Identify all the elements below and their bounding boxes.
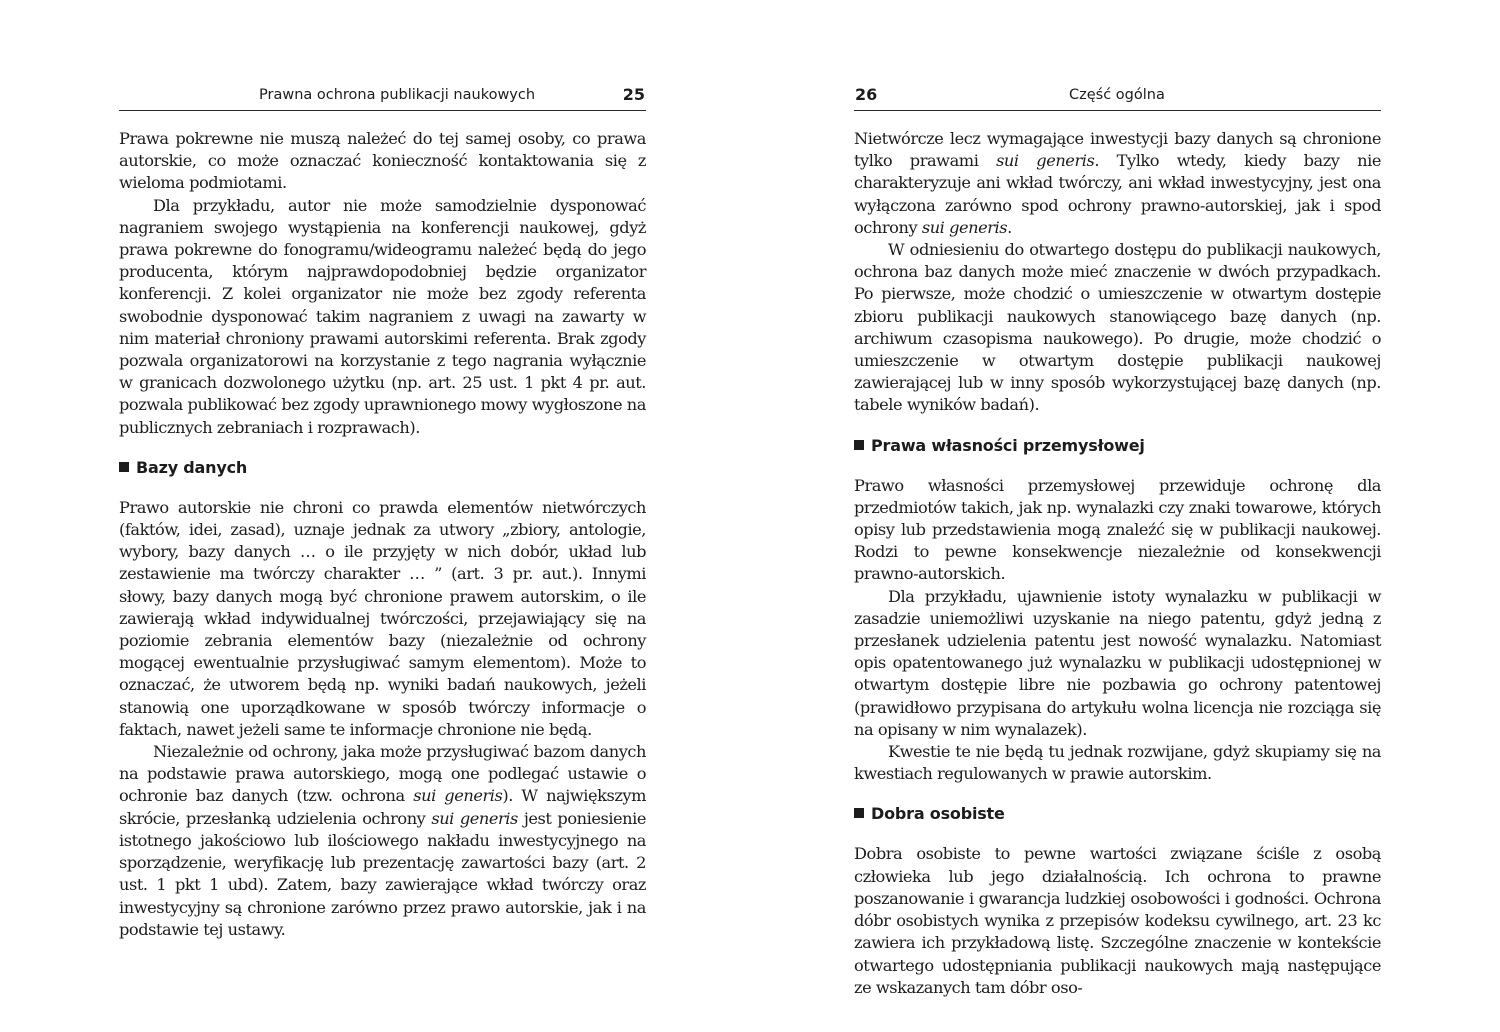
running-title: Prawna ochrona publikacji naukowych: [259, 87, 536, 103]
italic-term: sui generis: [413, 786, 503, 806]
page-number: 26: [855, 85, 878, 104]
section-heading-label: Prawa własności przemysłowej: [871, 435, 1145, 455]
paragraph: [119, 741, 646, 941]
section-heading-label: Dobra osobiste: [871, 804, 1005, 824]
page-body: [119, 128, 646, 941]
paragraph: [854, 128, 1381, 239]
running-title: Część ogólna: [1069, 87, 1165, 103]
paragraph: Prawo własności przemysłowej przewiduje ochronę dla przedmiotów takich, jak np. wynalazki czy znaki towarowe, których opisy lub przedstawienia mogą znaleźć się w publikacji naukowej. Rodzi to pewne konsekwencje niezależnie od konsekwencji prawno-autorskich.: [854, 475, 1381, 584]
text-run: .: [1007, 217, 1012, 237]
page-number: 25: [622, 85, 645, 104]
page-body: [854, 128, 1381, 999]
text-run: Nietwórcze lecz wymagające inwestycji bazy danych są chronione tylko prawami: [854, 129, 1381, 171]
paragraph: Dla przykładu, ujawnienie istoty wynalazku w publikacji w zasadzie uniemożliwi uzyskanie na niego patentu, gdyż jedną z przesłanek udzielenia patentu jest nowość wynalazku. Natomiast opis opatentowanego już wynalazku w publikacji udostępnionej w otwartym dostępie libre nie pozbawia go ochrony patentowej (prawidłowo przypisana do artykułu wolna licencja nie rozciąga się na opisany w nim wynalazek).: [854, 586, 1381, 739]
paragraph: Kwestie te nie będą tu jednak rozwijane, gdyż skupiamy się na kwestiach regulowanych w prawie autorskim.: [854, 742, 1381, 784]
paragraph: Prawa pokrewne nie muszą należeć do tej samej osoby, co prawa autorskie, co może oznaczać konieczność kontaktowania się z wieloma podmiotami.: [119, 129, 646, 193]
square-bullet-icon: [854, 440, 864, 450]
running-head: [119, 84, 646, 111]
italic-term: sui generis: [996, 151, 1095, 171]
section-heading: [854, 803, 1381, 825]
paragraph: Dla przykładu, autor nie może samodzielnie dysponować nagraniem swojego wystąpienia na konferencji naukowej, gdyż prawa pokrewne do fonogramu/wideogramu należeć będą do jego producenta, którym najprawdopodobniej będzie organizator konferencji. Z kolei organizator nie może bez zgody referenta swobodnie dysponować takim nagraniem z uwagi na zawarty w nim materiał chroniony prawami autorskimi referenta. Brak zgody pozwala organizatorowi na korzystanie z tego nagrania wyłącznie w granicach dozwolonego użytku (np. art. 25 ust. 1 pkt 4 pr. aut. pozwala publikować bez zgody uprawnionego mowy wygłoszone na publicznych zebraniach i rozprawach).: [119, 195, 646, 437]
square-bullet-icon: [119, 462, 129, 472]
square-bullet-icon: [854, 808, 864, 818]
text-run: . Tylko wtedy, kiedy bazy nie charakteryzuje ani wkład twórczy, ani wkład inwestycyjny, jest ona wyłączona zarówno spod ochrony prawno-autorskiej, jak i spod ochrony: [854, 151, 1381, 237]
text-run: jest poniesienie istotnego jakościowo lub ilościowego nakładu inwestycyjnego na sporządzenie, weryfikację lub prezentację zawartości bazy (art. 2 ust. 1 pkt 1 ubd). Zatem, bazy zawierające wkład twórczy oraz inwestycyjny są chronione zarówno przez prawo autorskie, jak i na podstawie tej ustawy.: [119, 808, 647, 939]
text-run: ). W największym skrócie, przesłanką udzielenia ochrony: [119, 786, 646, 828]
text-run: Niezależnie od ochrony, jaka może przysługiwać bazom danych na podstawie prawa autorskiego, mogą one podlegać ustawie o ochronie baz danych (tzw. ochrona: [119, 742, 646, 806]
paragraph: W odniesieniu do otwartego dostępu do publikacji naukowych, ochrona baz danych może mieć znaczenie w dwóch przypadkach. Po pierwsze, może chodzić o umieszczenie w otwartym dostępie zbioru publikacji naukowych stanowiącego bazę danych (np. archiwum czasopisma naukowego). Po drugie, może chodzić o umieszczenie w otwartym dostępie publikacji naukowej zawierającej lub w inny sposób wykorzystującej bazę danych (np. tabele wyników badań).: [854, 240, 1381, 415]
section-heading: [854, 435, 1381, 457]
section-heading: [119, 457, 646, 479]
paragraph: Prawo autorskie nie chroni co prawda elementów nietwórczych (faktów, idei, zasad), uznaje jednak za utwory „zbiory, antologie, wybory, bazy danych … o ile przyjęty w nich dobór, układ lub zestawienie ma twórczy charakter … ” (art. 3 pr. aut.). Innymi słowy, bazy danych mogą być chronione prawem autorskim, o ile zawierają wkład indywidualnej twórczości, przejawiający się na poziomie zebrania elementów bazy (niezależnie od ochrony mogącej ewentualnie przysługiwać samym elementom). Może to oznaczać, że utworem będą np. wyniki badań naukowych, jeżeli stanowią one uporządkowane w sposób twórczy informacje o faktach, nawet jeżeli same te informacje chronione nie będą.: [119, 497, 646, 739]
italic-term: sui generis: [431, 808, 518, 828]
paragraph: Dobra osobiste to pewne wartości związane ściśle z osobą człowieka lub jego działalnością. Ich ochrona to prawne poszanowanie i gwarancja ludzkiej osobowości i godności. Ochrona dóbr osobistych wynika z przepisów kodeksu cywilnego, art. 23 kc zawiera ich przykładową listę. Szczególne znaczenie w kontekście otwartego udostępniania publikacji naukowych mają następujące ze wskazanych tam dóbr oso-: [854, 844, 1381, 997]
running-head: [854, 84, 1381, 111]
italic-term: sui generis: [921, 217, 1008, 237]
section-heading-label: Bazy danych: [136, 457, 248, 477]
